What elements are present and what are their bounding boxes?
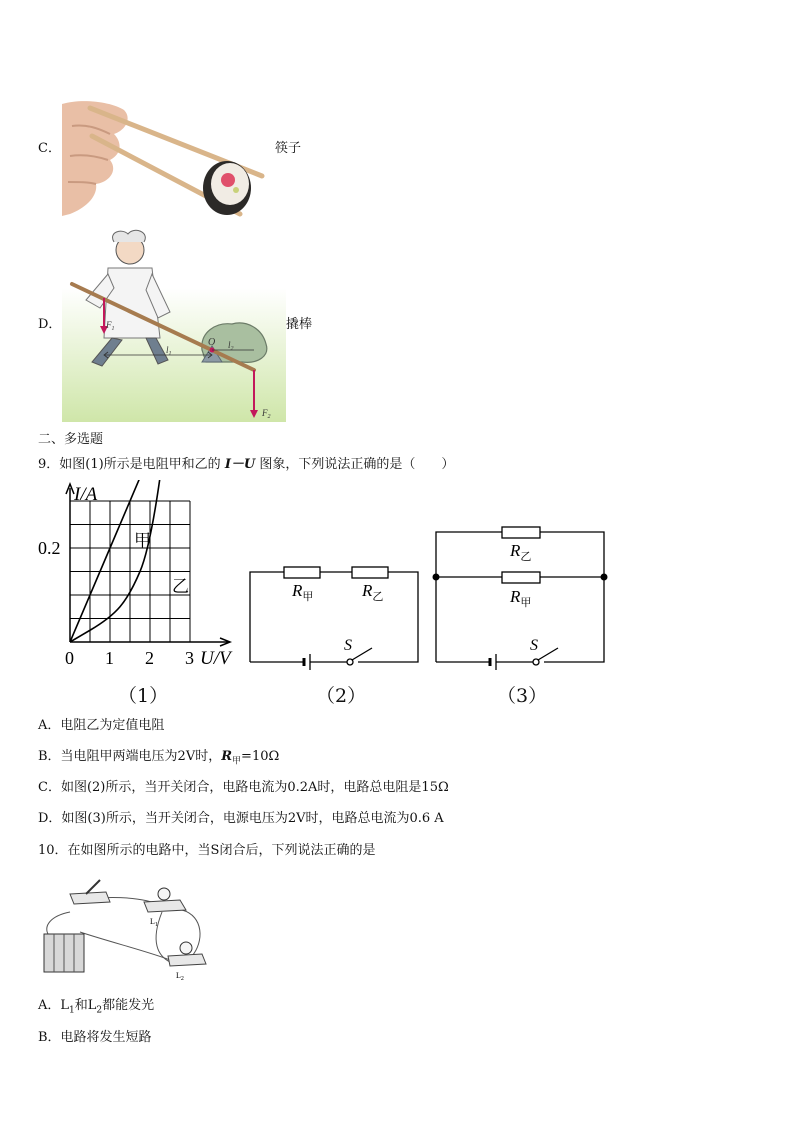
option-d-label: 撬棒 (286, 317, 313, 332)
q10-option-a-sub1: 1 (69, 1005, 75, 1016)
x-tick-label: 1 (105, 648, 114, 668)
circuit-photo (40, 872, 216, 984)
option-d-letter: D． (38, 317, 62, 332)
x-axis-label: U/V (200, 648, 231, 669)
bulb-l2-board (168, 954, 206, 966)
caption-2: （2） (316, 685, 367, 707)
x-tick-label: 2 (145, 648, 154, 668)
q9-option-b-r: R (221, 749, 233, 764)
q9-option-c: C．如图(2)所示，当开关闭合，电路电流为0.2A时，电路总电阻是15Ω (38, 780, 449, 795)
f1-label: $F_1$ (106, 320, 115, 332)
junction-right (601, 574, 608, 581)
x-tick-label: 3 (185, 648, 194, 668)
q10-stem: 10．在如图所示的电路中，当S闭合后，下列说法正确的是 (38, 843, 376, 858)
q9-option-b-pre: B．当电阻甲两端电压为2V时， (38, 749, 222, 764)
bulb-l1-label: $L_1$ (150, 917, 158, 928)
q10-option-a-sub2: 2 (96, 1005, 103, 1016)
resistor-yi-top (502, 527, 540, 538)
l1-label: $l_1$ (166, 345, 172, 357)
bulb-l1-board (144, 900, 186, 912)
switch-board (70, 892, 110, 904)
caption-3: （3） (497, 685, 548, 707)
q9-option-b (38, 748, 279, 771)
q9-option-a: A．电阻乙为定值电阻 (38, 718, 165, 733)
q9-stem-text: 9．如图(1)所示是电阻甲和乙的 (38, 457, 221, 472)
switch-label: S (344, 637, 352, 654)
q9-option-b-post: =10Ω (241, 749, 280, 764)
y-tick-label: 0.2 (38, 538, 61, 558)
curve-label-yi: 乙 (172, 577, 189, 596)
option-c-letter: C． (38, 141, 61, 156)
iu-graph (30, 480, 242, 700)
q9-stem (38, 456, 454, 474)
bulb-l1-icon (158, 888, 170, 900)
q10-option-a (38, 997, 154, 1020)
graph-grid (70, 501, 190, 642)
q9-stem-tail: 图象，下列说法正确的是（ ） (259, 457, 455, 472)
x-tick-label: 0 (65, 648, 74, 668)
r-yi-top-label: $R_乙$ (510, 541, 532, 563)
resistor-yi (352, 567, 388, 578)
o-label: O (208, 337, 216, 348)
bulb-l2-label: $L_2$ (176, 971, 184, 982)
r-yi-label: $R_乙$ (362, 581, 384, 603)
r-jia-label: $R_甲$ (292, 581, 314, 603)
q9-stem-iu: I－U (224, 457, 256, 472)
option-c-label: 筷子 (275, 141, 302, 156)
switch-label-3: S (530, 637, 538, 654)
l2-label: $l_2$ (228, 340, 234, 352)
bulb-l2-icon (180, 942, 192, 954)
q10-option-a-post: 都能发光 (102, 998, 155, 1013)
f2-label: $F_2$ (262, 408, 271, 420)
resistor-jia (284, 567, 320, 578)
circuit-3 (432, 522, 610, 670)
junction-left (433, 574, 440, 581)
r-jia-bottom-label: $R_甲$ (510, 587, 532, 609)
q10-option-a-mid: 和L (74, 998, 97, 1013)
q10-option-b: B．电路将发生短路 (38, 1030, 152, 1045)
crowbar-image (62, 228, 286, 422)
section-title: 二、多选题 (38, 432, 104, 447)
chopsticks-image (62, 96, 272, 218)
q9-option-d: D．如图(3)所示，当开关闭合，电源电压为2V时，电路总电流为0.6 A (38, 811, 444, 826)
circuit-2 (246, 562, 422, 670)
resistor-jia-bottom (502, 572, 540, 583)
y-axis-label: I/A (74, 484, 98, 505)
curve-label-jia: 甲 (134, 531, 151, 550)
q10-option-a-pre: A．L (38, 998, 70, 1013)
caption-1: （1） (118, 685, 169, 707)
q9-option-b-sub: 甲 (232, 756, 242, 767)
